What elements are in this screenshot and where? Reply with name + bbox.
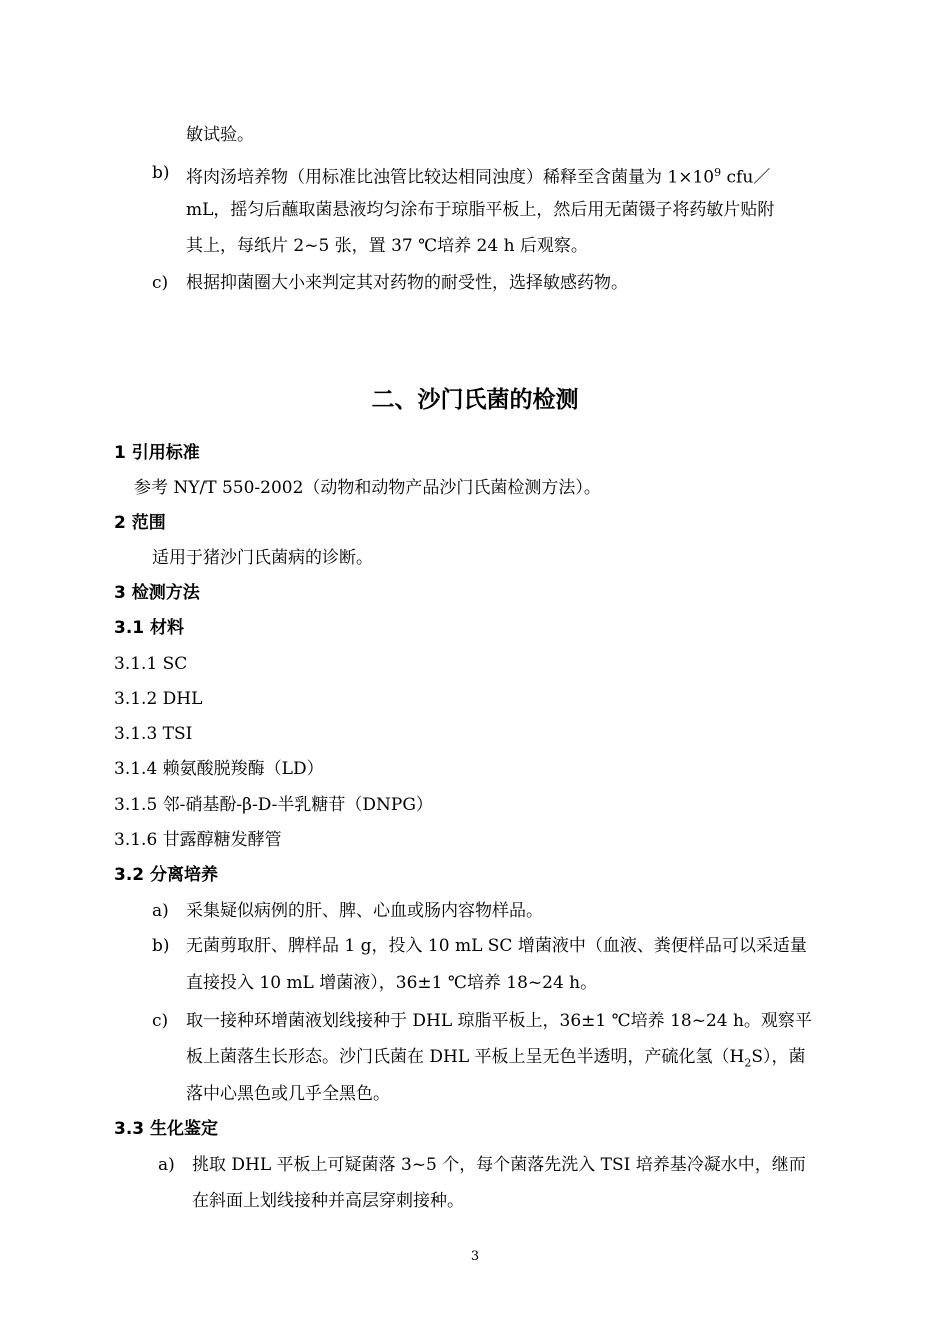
list-item-b-line2: mL，摇匀后蘸取菌悬液均匀涂布于琼脂平板上，然后用无菌镊子将药敏片贴附 <box>186 200 775 220</box>
material-item: 3.1.6 甘露醇糖发酵管 <box>114 830 282 850</box>
list-marker-c: c) <box>152 273 169 293</box>
isolation-item-a: 采集疑似病例的肝、脾、心血或肠内容物样品。 <box>186 901 543 921</box>
page-number: 3 <box>470 1249 480 1264</box>
isolation-item-b-line1: 无菌剪取肝、脾样品 1 g，投入 10 mL SC 增菌液中（血液、粪便样品可以采适量 <box>186 936 807 956</box>
heading-1: 1 引用标准 <box>114 443 200 463</box>
paragraph-reference: 参考 NY/T 550-2002（动物和动物产品沙门氏菌检测方法）。 <box>134 478 601 498</box>
isolation-item-b-line2: 直接投入 10 mL 增菌液），36±1 ℃培养 18~24 h。 <box>186 973 598 993</box>
isolation-item-c-line1: 取一接种环增菌液划线接种于 DHL 琼脂平板上，36±1 ℃培养 18~24 h。观察平 <box>186 1011 812 1031</box>
list-item-b-line1: 将肉汤培养物（用标准比浊管比较达相同浊度）稀释至含菌量为 $1\times 10^9$ cfu／ <box>186 166 771 188</box>
isolation-item-c-line3: 落中心黑色或几乎全黑色。 <box>186 1084 390 1104</box>
material-item: 3.1.1 SC <box>114 654 188 674</box>
heading-3-3: 3.3 生化鉴定 <box>114 1119 219 1139</box>
biochem-item-a-line2: 在斜面上划线接种并高层穿刺接种。 <box>192 1191 464 1211</box>
heading-3-1: 3.1 材料 <box>114 618 185 638</box>
heading-3-2: 3.2 分离培养 <box>114 865 219 885</box>
heading-3: 3 检测方法 <box>114 583 200 603</box>
paragraph-scope: 适用于猪沙门氏菌病的诊断。 <box>152 548 373 568</box>
list-item-b-line3: 其上，每纸片 2~5 张，置 37 ℃培养 24 h 后观察。 <box>186 236 588 256</box>
list-marker-b: b) <box>152 936 170 956</box>
list-item-c-line1: 根据抑菌圈大小来判定其对药物的耐受性，选择敏感药物。 <box>186 273 628 293</box>
material-item: 3.1.2 DHL <box>114 689 203 709</box>
list-marker-a: a) <box>158 1155 175 1175</box>
heading-2: 2 范围 <box>114 513 166 533</box>
isolation-item-c-line2: 板上菌落生长形态。沙门氏菌在 DHL 平板上呈无色半透明，产硫化氢$(H_2S)$，菌 <box>186 1047 806 1070</box>
list-marker-c: c) <box>152 1011 169 1031</box>
section-title: 二、沙门氏菌的检测 <box>371 387 579 413</box>
material-item: 3.1.5 邻-硝基酚-β-D-半乳糖苷（DNPG） <box>114 795 433 815</box>
paragraph-continuation: 敏试验。 <box>186 125 254 145</box>
biochem-item-a-line1: 挑取 DHL 平板上可疑菌落 3~5 个，每个菌落先洗入 TSI 培养基冷凝水中，继而 <box>192 1155 806 1175</box>
material-item: 3.1.4 赖氨酸脱羧酶（LD） <box>114 759 324 779</box>
list-marker-a: a) <box>152 901 169 921</box>
material-item: 3.1.3 TSI <box>114 724 193 744</box>
list-marker-b: b) <box>152 163 170 183</box>
